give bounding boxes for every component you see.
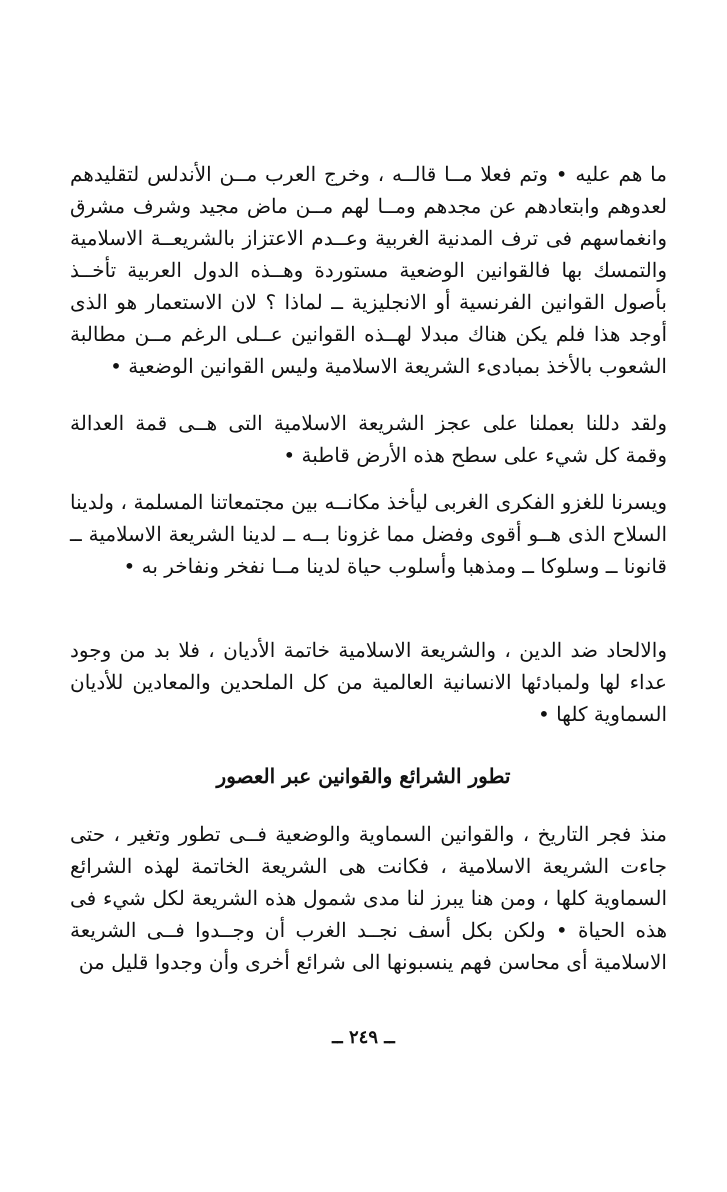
page-number: ــ ٢٤٩ ــ <box>332 1027 395 1048</box>
paragraph-1: ما هم عليه • وتم فعلا مــا قالــه ، وخرج العرب مــن الأندلس لتقليدهم لعدوهم وابتعادهم عن مجدهم ومــا لهم مــن ماض مجيد وشرف مشرق وانغماسهم فى ترف المدنية الغربية وعــدم الاعتزاز بالشريعــة الاسلامية والتمسك بها فالقوانين الوضعية مستوردة وهــذه الدول العربية تأخــذ بأصول القوانين الفرنسية أو الانجليزية ــ لماذا ؟ لان الاستعمار هو الذى أوجد هذا فلم يكن هناك مبدلا لهــذه القوانين عــلى الرغم مــن مطالبة الشعوب بالأخذ بمبادىء الشريعة الاسلامية وليس القوانين الوضعية • <box>70 162 668 378</box>
section-paragraph: منذ فجر التاريخ ، والقوانين السماوية والوضعية فــى تطور وتغير ، حتى جاءت الشريعة الاسلامية ، فكانت هى الشريعة الخاتمة لهذه الشرائع السماوية كلها ، ومن هنا يبرز لنا مدى شمول هذه الشريعة لكل شيء فى هذه الحياة • ولكن بكل أسف نجــد الغرب أن وجــدوا فــى الشريعة الاسلامية أى محاسن فهم ينسبونها الى شرائع أخرى وأن وجدوا قليل من <box>70 822 667 974</box>
paragraph-3: ويسرنا للغزو الفكرى الغربى ليأخذ مكانــه بين مجتمعاتنا المسلمة ، ولدينا السلاح الذى هــو أقوى وفضل مما غزونا بــه ــ لدينا الشريعة الاسلامية ــ قانونا ــ وسلوكا ــ ومذهبا وأسلوب حياة لدينا مــا نفخر ونفاخر به • <box>70 490 667 578</box>
paragraph-4: والالحاد ضد الدين ، والشريعة الاسلامية خاتمة الأديان ، فلا بد من وجود عداء لها ولمبادئها الانسانية العالمية من كل الملحدين والمعادين للأديان السماوية كلها • <box>70 638 667 726</box>
section-heading: تطور الشرائع والقوانين عبر العصور <box>216 764 511 788</box>
paragraph-2: ولقد دللنا بعملنا على عجز الشريعة الاسلامية التى هــى قمة العدالة وقمة كل شيء على سطح هذه الأرض قاطبة • <box>70 411 668 467</box>
